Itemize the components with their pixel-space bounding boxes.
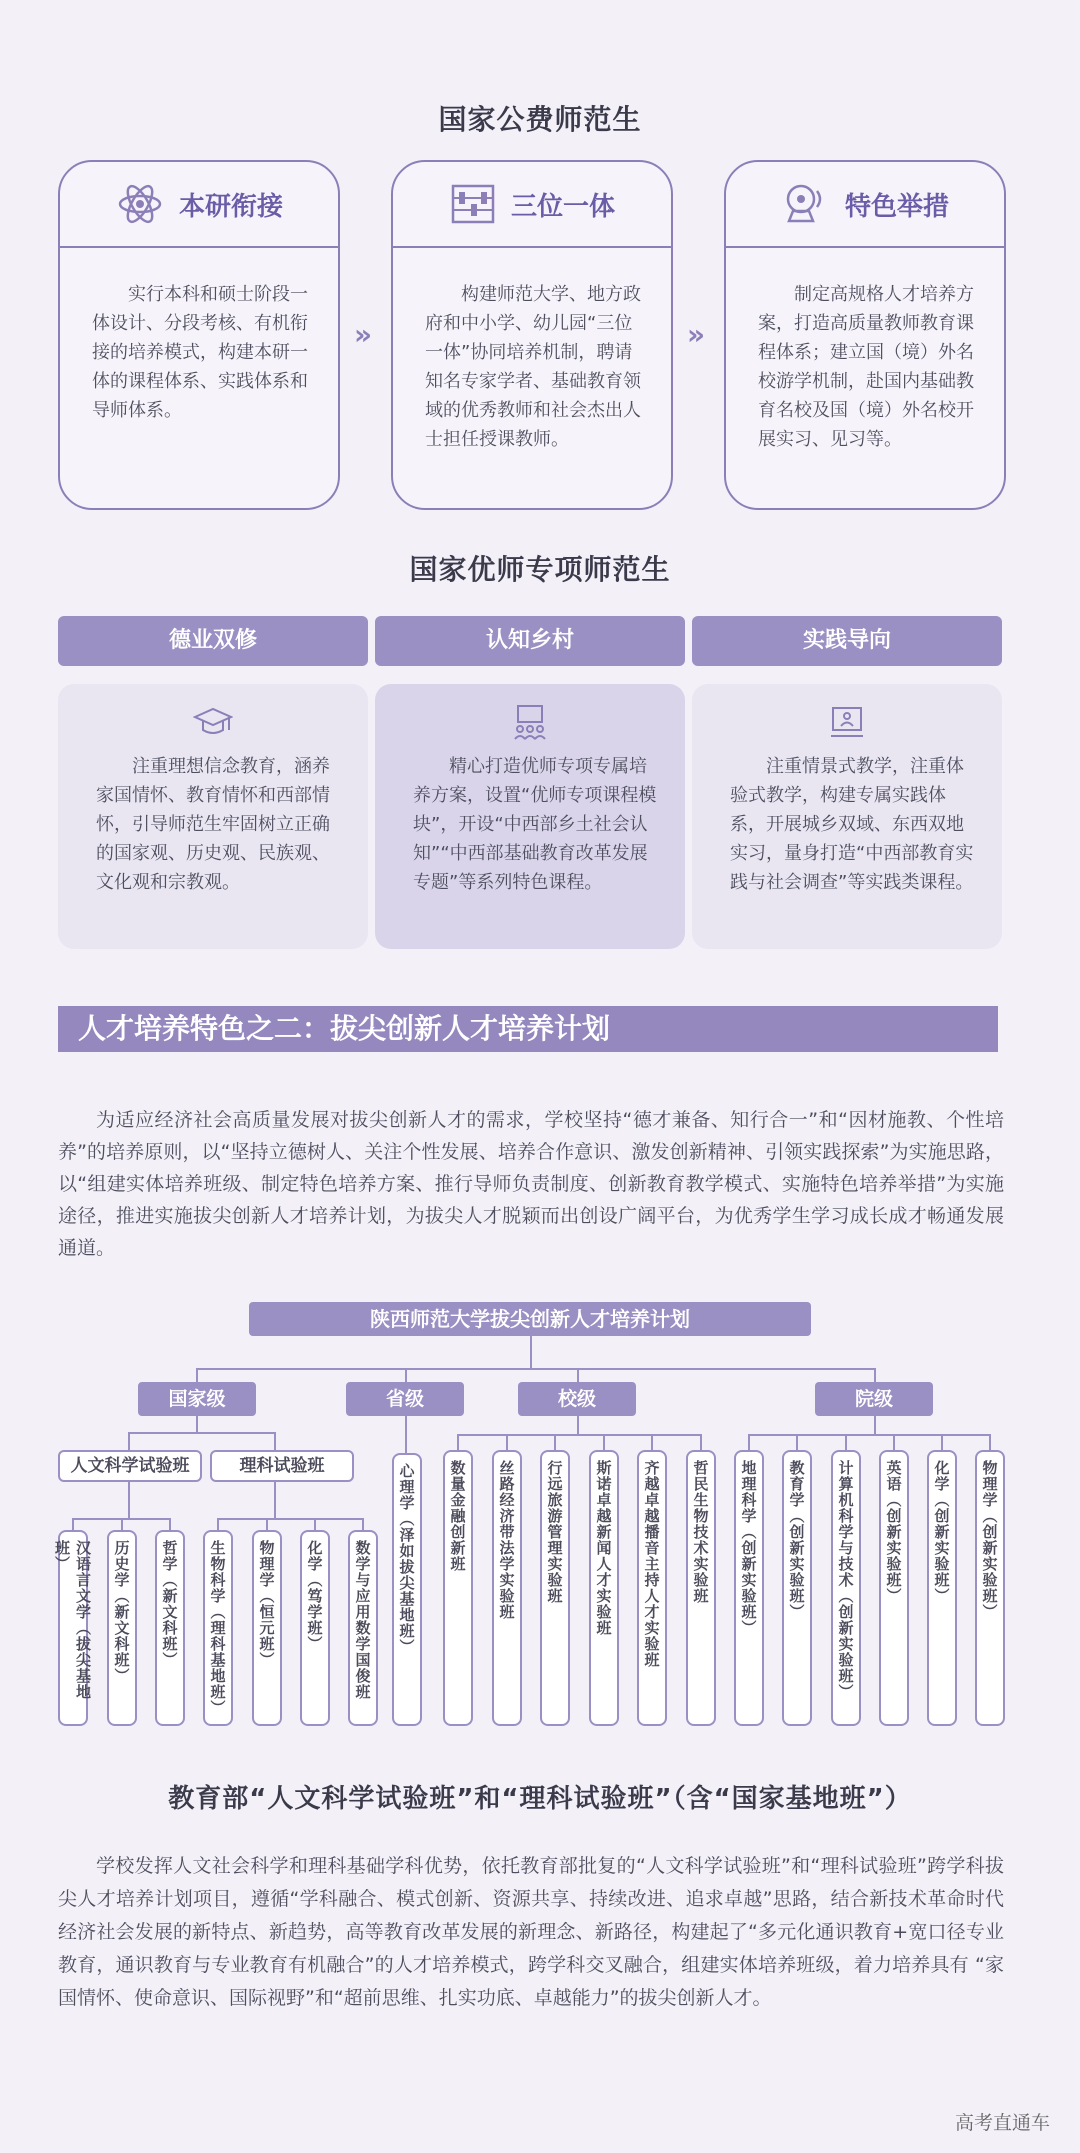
connector [196,1368,198,1382]
connector [405,1368,407,1382]
section1-title: 国家公费师范生 [438,103,642,136]
card-header [60,162,338,248]
tab-renzhi: 认知乡村 [375,616,685,666]
leaf-class: 丝路经济带法学实验班 [492,1450,522,1726]
box-body: 注重理想信念教育，涵养家国情怀、教育情怀和西部情怀，引导师范生牢固树立正确的国家观、历史观、民族观、文化观和宗教观。 [96,756,330,893]
section-banner [58,1006,998,1052]
connector [874,1414,876,1436]
robot-icon [781,181,831,227]
atom-icon [115,181,165,227]
connector [748,1434,990,1436]
leaf-class: 汉语言文学（拔尖基地班） [58,1530,88,1726]
level-province: 省级 [346,1382,464,1416]
arrow-icon: » [354,318,373,351]
group-science: 理科试验班 [210,1450,354,1482]
graduation-cap-icon [193,702,233,742]
leaf-class: 教育学（创新实验班） [782,1450,812,1726]
level-school: 校级 [518,1382,636,1416]
card-title: 三位一体 [510,191,615,222]
section3-paragraph: 学校发挥人文社会科学和理科基础学科优势，依托教育部批复的“人文科学试验班”和“理科试验班”跨学科拔尖人才培养计划项目，遵循“学科融合、模式创新、资源共享、持续改进、追求卓越”思路，结合新技术革命时代经济社会发展的新特点、新趋势，高等教育改革发展的新理念、新路径，构建起了“多元化通识教育+宽口径专业教育，通识教育与专业教育有机融合”的人才培养模式，跨学科交叉融合，组建实体培养班级，着力培养具有 “家国情怀、使命意识、国际视野”和“超前思维、扎实功底、卓越能力”的拔尖创新人才。 [58,1855,1004,2009]
card-title: 特色举措 [844,191,949,222]
leaf-class: 英语（创新实验班） [879,1450,909,1726]
arrow-icon: » [687,318,706,351]
intro-paragraph: 为适应经济社会高质量发展对拔尖创新人才的需求，学校坚持“德才兼备、知行合一”和“因材施教、个性培养”的培养原则，以“坚持立德树人、关注个性发展、培养合作意识、激发创新精神、引领实践探索”为实施思路，以“组建实体培养班级、制定特色培养方案、推行导师负责制度、创新教育教学模式、实施特色培养举措”为实施途径，推进实施拔尖创新人才培养计划，为拔尖人才脱颖而出创设广阔平台，为优秀学生学习成长成才畅通发展通道。 [58,1109,1004,1259]
group-humanities: 人文科学试验班 [58,1450,202,1482]
card-body: 实行本科和硕士阶段一体设计、分段考核、有机衔接的培养模式，构建本研一体的课程体系、实践体系和导师体系。 [92,284,308,421]
connector [196,1414,198,1434]
connector [457,1434,701,1436]
chart-root: 陕西师范大学拔尖创新人才培养计划 [249,1302,811,1336]
banner-title: 人才培养特色之二：拔尖创新人才培养计划 [78,1012,611,1045]
connector [530,1334,532,1370]
leaf-class: 计算机科学与技术（创新实验班） [831,1450,861,1726]
leaf-class: 数量金融创新班 [443,1450,473,1726]
leaf-class: 生物科学（理科基地班） [203,1530,233,1726]
connector [577,1414,579,1436]
connector [274,1432,276,1450]
connector [874,1368,876,1382]
card-tese [724,160,1006,510]
connector [274,1478,276,1520]
box-shijian [692,684,1002,949]
card-body: 制定高规格人才培养方案，打造高质量教师教育课程体系；建立国（境）外名校游学机制，赴国内基础教育名校及国（境）外名校开展实习、见习等。 [758,284,974,450]
abacus-icon [449,182,497,226]
leaf-class: 化学（笃学班） [300,1530,330,1726]
card-benyan [58,160,340,510]
box-deye [58,684,368,949]
leaf-class: 化学（创新实验班） [927,1450,957,1726]
leaf-class: 斯诺卓越新闻人才实验班 [589,1450,619,1726]
leaf-class: 齐越卓越播音主持人才实验班 [637,1450,667,1726]
card-body: 构建师范大学、地方政府和中小学、幼儿园“三位一体”协同培养机制，聘请知名专家学者、基础教育领域的优秀教师和社会杰出人士担任授课教师。 [425,284,641,450]
connector [128,1432,274,1434]
leaf-class: 行远旅游管理实验班 [540,1450,570,1726]
section3-title: 教育部“人文科学试验班”和“理科试验班”（含“国家基地班”） [168,1784,912,1814]
connector [128,1478,130,1520]
leaf-class: 哲民生物技术实验班 [686,1450,716,1726]
classroom-icon [510,702,550,742]
leaf-class: 心理学（泽如拔尖基地班） [392,1453,422,1726]
connector [577,1368,579,1382]
presentation-icon [827,702,867,742]
tab-shijian: 实践导向 [692,616,1002,666]
leaf-class: 哲学（新文科班） [155,1530,185,1726]
card-sanwei [391,160,673,510]
connector [128,1432,130,1450]
leaf-class: 历史学（新文科班） [107,1530,137,1726]
connector [217,1518,363,1520]
tab-deye: 德业双修 [58,616,368,666]
card-header [726,162,1004,248]
leaf-class: 地理科学（创新实验班） [734,1450,764,1726]
card-header [393,162,671,248]
section2-title: 国家优师专项师范生 [409,553,671,586]
leaf-class: 物理学（恒元班） [252,1530,282,1726]
leaf-class: 数学与应用数学国俊班 [348,1530,378,1726]
box-body: 精心打造优师专项专属培养方案，设置“优师专项课程模块”，开设“中西部乡土社会认知”“中西部基础教育改革发展专题”等系列特色课程。 [413,756,657,893]
leaf-class: 物理学（创新实验班） [975,1450,1005,1726]
level-national: 国家级 [138,1382,256,1416]
box-body: 注重情景式教学，注重体验式教学，构建专属实践体系，开展城乡双域、东西双地实习，量身打造“中西部教育实践与社会调查”等实践类课程。 [730,756,974,893]
connector [405,1414,407,1454]
level-college: 院级 [815,1382,933,1416]
box-renzhi [375,684,685,949]
card-title: 本研衔接 [178,191,283,222]
connector [196,1368,874,1370]
footer-brand: 高考直通车 [954,2112,1050,2134]
